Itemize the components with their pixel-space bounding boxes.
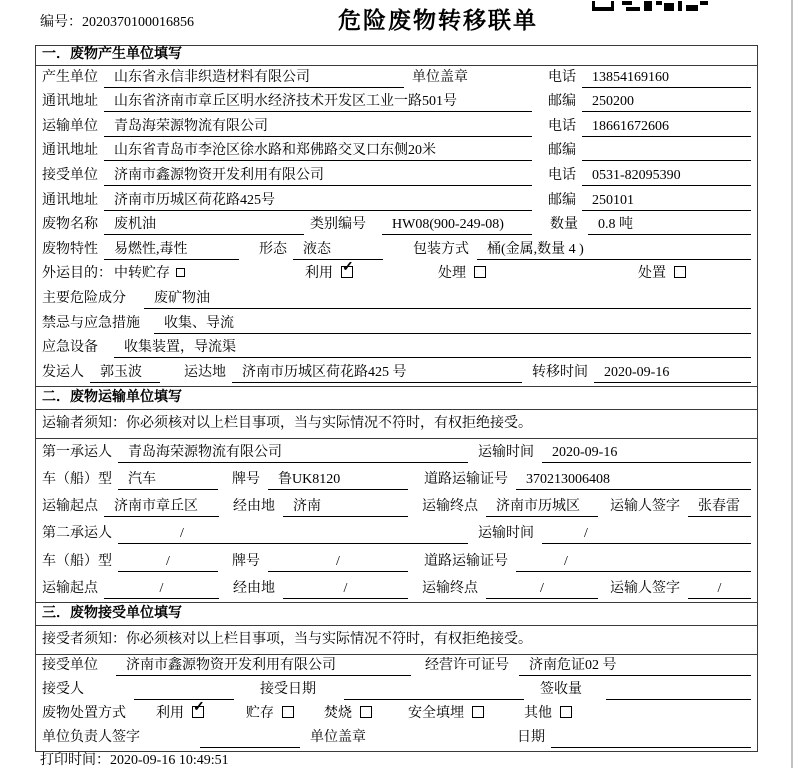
page-edge-line <box>791 0 793 768</box>
field-label: 接受单位 <box>42 657 98 673</box>
field-row-disposal-method <box>36 699 757 727</box>
checkbox-label: 利用 <box>156 705 184 721</box>
zip-label: 邮编 <box>548 94 576 110</box>
producer-phone-value: 13854169160 <box>582 70 751 88</box>
checkbox-label: 中转贮存 <box>114 266 170 282</box>
unchecked-checkbox-icon <box>674 266 686 278</box>
phone-label: 电话 <box>548 118 576 134</box>
transport-date-value: 2020-09-16 <box>542 445 751 463</box>
acceptor-value <box>134 684 234 700</box>
check-mark-icon: ✓ <box>342 260 354 276</box>
phone-label: 电话 <box>548 167 576 183</box>
checkbox-treat <box>438 262 486 284</box>
page-title: 危险废物转移联单 <box>338 8 538 33</box>
vehicle-type-value: 汽车 <box>118 468 218 490</box>
accept-unit-value: 济南市鑫源物资开发利用有限公司 <box>116 654 411 676</box>
sender-value: 郭玉波 <box>90 361 160 383</box>
print-time <box>40 749 229 768</box>
field-row-route-1 <box>36 493 757 520</box>
serial-number-label: 编号： <box>40 15 82 30</box>
plate-label: 牌号 <box>232 553 260 569</box>
checkbox-label: 利用 <box>305 266 333 282</box>
field-label: 运输单位 <box>42 118 98 134</box>
route-start-value: / <box>104 581 219 599</box>
unchecked-checkbox-icon <box>176 268 185 277</box>
field-label: 禁忌与应急措施 <box>42 315 140 331</box>
field-row-producer-unit <box>36 66 757 91</box>
field-row-acceptor <box>36 679 757 703</box>
vehicle-type-value: / <box>118 554 218 572</box>
zip-label: 邮编 <box>548 192 576 208</box>
transporter-notice: 运输者须知：你必须核对以上栏目事项，当与实际情况不符时，有权拒绝接受。 <box>36 410 757 439</box>
plate-label: 牌号 <box>232 472 260 488</box>
section-receiver-title: 三．废物接受单位填写 <box>36 602 757 626</box>
section-producer-title: 一．废物产生单位填写 <box>36 46 757 66</box>
transfer-date-label: 转移时间 <box>532 364 588 380</box>
check-mark-icon: ✓ <box>193 699 205 715</box>
checkbox-landfill <box>408 702 484 724</box>
checked-checkbox-icon <box>192 699 205 718</box>
print-time-value: 2020-09-16 10:49:51 <box>110 753 229 768</box>
field-label: 第一承运人 <box>42 444 112 460</box>
field-label: 运输起点 <box>42 499 98 515</box>
signed-amount-value <box>606 684 751 700</box>
transport-phone-value: 18661672606 <box>582 119 751 137</box>
field-label: 接受单位 <box>42 167 98 183</box>
checkbox-dispose <box>638 262 686 284</box>
field-label: 废物特性 <box>42 241 98 257</box>
route-end-label: 运输终点 <box>422 499 478 515</box>
field-row-responsible-sign <box>36 727 757 751</box>
field-label: 第二承运人 <box>42 526 112 542</box>
emergency-measures-value: 收集、导流 <box>154 312 751 334</box>
route-end-value: 济南市历城区 <box>486 495 598 517</box>
field-label: 废物名称 <box>42 217 98 233</box>
unchecked-checkbox-icon <box>360 706 372 718</box>
field-label: 车（船）型 <box>42 553 112 569</box>
form-state-label: 形态 <box>259 241 287 257</box>
field-label: 外运目的： <box>42 266 112 282</box>
field-row-receiver-address <box>36 189 757 214</box>
packing-value: 桶(金属,数量 4 ) <box>477 238 751 260</box>
transport-address-value: 山东省青岛市李沧区徐水路和郑佛路交叉口东侧20米 <box>104 139 532 161</box>
checkbox-utilize <box>305 262 353 284</box>
field-label: 产生单位 <box>42 69 98 85</box>
producer-zip-value: 250200 <box>582 94 751 112</box>
carrier-sign-value: / <box>688 581 751 599</box>
date-label: 日期 <box>517 729 545 745</box>
via-label: 经由地 <box>233 499 275 515</box>
route-start-value: 济南市章丘区 <box>104 495 219 517</box>
checkbox-other <box>524 702 572 724</box>
transport-date-value: / <box>542 526 751 544</box>
checkbox-label: 安全填埋 <box>408 705 464 721</box>
section-transporter-title: 二．废物运输单位填写 <box>36 386 757 410</box>
checkbox-label: 贮存 <box>246 705 274 721</box>
plate-value: / <box>268 554 408 572</box>
date-value <box>551 732 751 748</box>
via-label: 经由地 <box>233 580 275 596</box>
unchecked-checkbox-icon <box>474 266 486 278</box>
checkbox-label: 其他 <box>524 705 552 721</box>
checkbox-label: 焚烧 <box>324 705 352 721</box>
field-row-producer-address <box>36 91 757 116</box>
field-label: 通讯地址 <box>42 192 98 208</box>
receiver-zip-value: 250101 <box>582 193 751 211</box>
section-receiver <box>36 602 757 751</box>
carrier-sign-label: 运输人签字 <box>610 580 680 596</box>
packing-label: 包装方式 <box>413 241 469 257</box>
checked-checkbox-icon <box>341 260 354 278</box>
accept-date-label: 接受日期 <box>260 681 316 697</box>
unchecked-checkbox-icon <box>282 706 294 718</box>
zip-label: 邮编 <box>548 143 576 159</box>
receiver-address-value: 济南市历城区荷花路425号 <box>104 189 532 211</box>
transport-date-label: 运输时间 <box>478 444 534 460</box>
field-label: 应急设备 <box>42 340 98 356</box>
form-state-value: 液态 <box>293 238 383 260</box>
unchecked-checkbox-icon <box>472 706 484 718</box>
field-label: 接受人 <box>42 681 84 697</box>
field-row-first-carrier <box>36 439 757 466</box>
road-permit-value: 370213006408 <box>516 472 751 490</box>
field-row-transport-unit <box>36 115 757 140</box>
field-row-emergency-measures <box>36 312 757 337</box>
road-permit-label: 道路运输证号 <box>424 472 508 488</box>
plate-value: 鲁UK8120 <box>268 468 408 490</box>
field-label: 主要危险成分 <box>42 290 126 306</box>
checkbox-label: 处理 <box>438 266 466 282</box>
field-label: 运输起点 <box>42 580 98 596</box>
signed-amount-label: 签收量 <box>540 681 582 697</box>
destination-label: 运达地 <box>184 364 226 380</box>
serial-number-value: 2020370100016856 <box>82 15 194 30</box>
receiver-unit-value: 济南市鑫源物资开发利用有限公司 <box>104 164 532 186</box>
field-label: 废物处置方式 <box>42 705 126 721</box>
receiver-phone-value: 0531-82095390 <box>582 168 751 186</box>
field-label: 发运人 <box>42 364 84 380</box>
hazard-component-value: 废矿物油 <box>144 287 751 309</box>
field-row-hazard-component <box>36 287 757 312</box>
transport-date-label: 运输时间 <box>478 526 534 542</box>
field-row-second-carrier <box>36 520 757 547</box>
section-transporter <box>36 386 757 602</box>
transport-unit-value: 青岛海荣源物流有限公司 <box>104 115 532 137</box>
license-value: 济南危证02 号 <box>519 654 751 676</box>
checkbox-utilize <box>156 699 205 724</box>
producer-unit-value: 山东省永信非织造材料有限公司 <box>104 66 404 88</box>
field-row-vehicle-2 <box>36 547 757 574</box>
field-row-emergency-equipment <box>36 337 757 362</box>
field-row-transfer-purpose <box>36 260 757 288</box>
emergency-equipment-value: 收集装置，导流渠 <box>114 336 751 358</box>
waste-name-value: 废机油 <box>104 213 304 235</box>
field-row-transport-address <box>36 140 757 165</box>
quantity-label: 数量 <box>550 217 578 233</box>
waste-property-value: 易燃性,毒性 <box>104 238 239 260</box>
responsible-sign-value <box>200 732 300 748</box>
unit-seal-label: 单位盖章 <box>412 69 468 85</box>
field-label: 通讯地址 <box>42 94 98 110</box>
accept-date-value <box>344 684 524 700</box>
section-producer <box>36 46 757 386</box>
field-label: 通讯地址 <box>42 143 98 159</box>
phone-label: 电话 <box>548 69 576 85</box>
transport-zip-value <box>582 145 751 161</box>
field-row-sender <box>36 361 757 386</box>
field-label: 单位负责人签字 <box>42 729 140 745</box>
license-label: 经营许可证号 <box>425 657 509 673</box>
field-row-route-2 <box>36 575 757 602</box>
unit-seal-label: 单位盖章 <box>310 729 366 745</box>
road-permit-label: 道路运输证号 <box>424 553 508 569</box>
second-carrier-value: / <box>118 526 468 544</box>
field-row-receiver-unit <box>36 164 757 189</box>
route-end-value: / <box>486 581 598 599</box>
carrier-sign-label: 运输人签字 <box>610 499 680 515</box>
checkbox-incinerate <box>324 702 372 724</box>
quantity-value: 0.8 吨 <box>588 213 751 235</box>
field-row-waste-name <box>36 214 757 239</box>
category-code-value: HW08(900-249-08) <box>382 217 532 235</box>
category-code-label: 类别编号 <box>310 217 366 233</box>
field-row-accept-unit <box>36 655 757 679</box>
road-permit-value: / <box>516 554 751 572</box>
checkbox-label: 处置 <box>638 266 666 282</box>
destination-value: 济南市历城区荷花路425 号 <box>232 361 522 383</box>
carrier-sign-value: 张春雷 <box>688 495 751 517</box>
manifest-table <box>35 45 758 752</box>
via-value: / <box>283 581 408 599</box>
transfer-date-value: 2020-09-16 <box>594 365 751 383</box>
via-value: 济南 <box>283 495 408 517</box>
receiver-notice: 接受者须知：你必须核对以上栏目事项，当与实际情况不符时，有权拒绝接受。 <box>36 626 757 655</box>
field-row-waste-property <box>36 238 757 263</box>
producer-address-value: 山东省济南市章丘区明水经济技术开发区工业一路501号 <box>104 90 532 112</box>
first-carrier-value: 青岛海荣源物流有限公司 <box>118 441 468 463</box>
print-time-label: 打印时间： <box>40 753 110 768</box>
route-end-label: 运输终点 <box>422 580 478 596</box>
unchecked-checkbox-icon <box>560 706 572 718</box>
checkbox-transit-storage <box>114 262 185 284</box>
checkbox-storage <box>246 702 294 724</box>
field-label: 车（船）型 <box>42 472 112 488</box>
field-row-vehicle-1 <box>36 466 757 493</box>
